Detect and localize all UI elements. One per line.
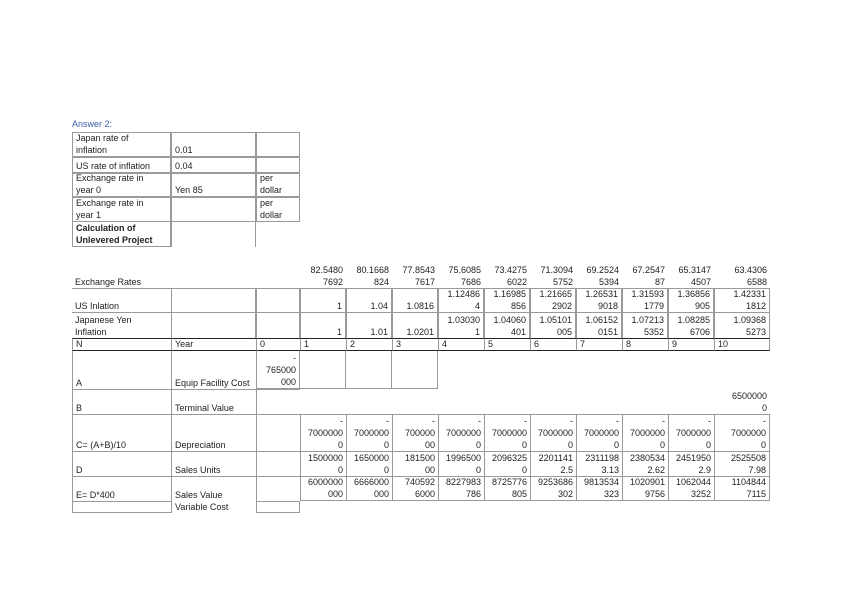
year-7[interactable]: 7 xyxy=(576,338,622,351)
sales-value-year-5[interactable]: 8725776 805 xyxy=(484,476,530,501)
sales-units-year-2[interactable]: 1650000 0 xyxy=(346,451,392,476)
fx-year1-unit[interactable]: per dollar xyxy=(256,197,300,222)
row-a-empty-cell[interactable] xyxy=(392,351,438,389)
jpy-inflation-year-2[interactable]: 1.01 xyxy=(346,313,392,338)
us-inflation-label[interactable]: US rate of inflation xyxy=(72,157,171,173)
year-1[interactable]: 1 xyxy=(300,338,346,351)
year-5[interactable]: 5 xyxy=(484,338,530,351)
jpy-inflation-year-6[interactable]: 1.05101 005 xyxy=(530,313,576,338)
assumption-empty-cell[interactable] xyxy=(256,157,300,173)
jpy-inflation-year-1[interactable]: 1 xyxy=(300,313,346,338)
exchange-rate-year-6[interactable]: 71.3094 5752 xyxy=(530,262,576,289)
row-empty-cell[interactable] xyxy=(256,289,300,313)
year-6[interactable]: 6 xyxy=(530,338,576,351)
depreciation-year-1[interactable]: - 7000000 0 xyxy=(300,414,346,451)
exchange-rate-year-8[interactable]: 67.2547 87 xyxy=(622,262,668,289)
year-0[interactable]: 0 xyxy=(256,338,300,351)
sales-units-year-6[interactable]: 2201141 2.5 xyxy=(530,451,576,476)
depreciation-year-2[interactable]: - 7000000 0 xyxy=(346,414,392,451)
year-4[interactable]: 4 xyxy=(438,338,484,351)
exchange-rate-year-4[interactable]: 75.6085 7686 xyxy=(438,262,484,289)
sales-value-year-6[interactable]: 9253686 302 xyxy=(530,476,576,501)
fx-year0-label[interactable]: Exchange rate in year 0 xyxy=(72,173,171,197)
us-inflation-value[interactable]: 0.04 xyxy=(171,157,256,173)
row-empty-cell[interactable] xyxy=(256,414,300,451)
year-9[interactable]: 9 xyxy=(668,338,714,351)
sales-value-year-9[interactable]: 1062044 3252 xyxy=(668,476,714,501)
fx-year0-value[interactable]: Yen 85 xyxy=(171,173,256,197)
sales-value-year-2[interactable]: 6666000 000 xyxy=(346,476,392,501)
terminal-value-year10[interactable]: 6500000 0 xyxy=(731,391,767,413)
row-empty-cell[interactable] xyxy=(256,451,300,476)
depreciation-year-3[interactable]: - 700000 00 xyxy=(392,414,438,451)
sales-units-year-1[interactable]: 1500000 0 xyxy=(300,451,346,476)
row-empty-cell[interactable] xyxy=(256,501,300,513)
us-inflation-year-8[interactable]: 1.31593 1779 xyxy=(622,289,668,313)
us-inflation-year-4[interactable]: 1.12486 4 xyxy=(438,289,484,313)
exchange-rate-year-5[interactable]: 73.4275 6022 xyxy=(484,262,530,289)
row-e-label[interactable]: E= D*400 xyxy=(72,476,171,501)
japan-inflation-label[interactable]: Japan rate of inflation xyxy=(72,132,171,157)
year-row-title[interactable]: Year xyxy=(171,338,256,351)
row-empty-cell[interactable] xyxy=(72,501,171,513)
row-empty-cell[interactable] xyxy=(256,313,300,338)
exchange-rate-year-10[interactable]: 63.4306 6588 xyxy=(714,262,770,289)
sales-value-year-3[interactable]: 740592 6000 xyxy=(392,476,438,501)
sales-units-year-10[interactable]: 2525508 7.98 xyxy=(714,451,770,476)
exchange-rate-year-2[interactable]: 80.1668 824 xyxy=(346,262,392,289)
sales-units-year-9[interactable]: 2451950 2.9 xyxy=(668,451,714,476)
depreciation-year-9[interactable]: - 7000000 0 xyxy=(668,414,714,451)
row-empty-cell[interactable] xyxy=(171,313,256,338)
sales-value-year-10[interactable]: 1104844 7115 xyxy=(714,476,770,501)
row-empty-cell[interactable] xyxy=(256,389,300,414)
sales-value-year-4[interactable]: 8227983 786 xyxy=(438,476,484,501)
terminal-value-label[interactable]: Terminal Value xyxy=(171,389,256,414)
exchange-rate-year-3[interactable]: 77.8543 7617 xyxy=(392,262,438,289)
row-a-empty-cell[interactable] xyxy=(346,351,392,389)
us-inflation-year-2[interactable]: 1.04 xyxy=(346,289,392,313)
assumption-empty-cell[interactable] xyxy=(171,222,256,247)
jpy-inflation-year-9[interactable]: 1.08285 6706 xyxy=(668,313,714,338)
answer-title: Answer 2: xyxy=(72,119,113,129)
row-a-empty-cell[interactable] xyxy=(300,351,346,389)
sales-units-year-8[interactable]: 2380534 2.62 xyxy=(622,451,668,476)
us-inflation-year-10[interactable]: 1.42331 1812 xyxy=(714,289,770,313)
row-empty-cell[interactable] xyxy=(256,476,300,501)
us-inflation-year-6[interactable]: 1.21665 2902 xyxy=(530,289,576,313)
jpy-inflation-year-4[interactable]: 1.03030 1 xyxy=(438,313,484,338)
fx-year0-unit[interactable]: per dollar xyxy=(256,173,300,197)
depreciation-year-4[interactable]: - 7000000 0 xyxy=(438,414,484,451)
sales-units-year-4[interactable]: 1996500 0 xyxy=(438,451,484,476)
depreciation-year-10[interactable]: - 7000000 0 xyxy=(714,414,770,451)
exchange-rate-year-9[interactable]: 65.3147 4507 xyxy=(668,262,714,289)
us-inflation-row-label[interactable]: US Inlation xyxy=(72,289,171,313)
fx-year1-label[interactable]: Exchange rate in year 1 xyxy=(72,197,171,222)
depreciation-year-8[interactable]: - 7000000 0 xyxy=(622,414,668,451)
section-heading[interactable]: Calculation of Unlevered Project xyxy=(72,222,171,247)
jpy-inflation-year-5[interactable]: 1.04060 401 xyxy=(484,313,530,338)
equip-facility-cost-label[interactable]: Equip Facility Cost xyxy=(171,351,256,389)
sales-units-label[interactable]: Sales Units xyxy=(171,451,256,476)
sales-units-year-3[interactable]: 181500 00 xyxy=(392,451,438,476)
row-empty-cell[interactable] xyxy=(171,289,256,313)
us-inflation-year-3[interactable]: 1.0816 xyxy=(392,289,438,313)
sales-value-label[interactable]: Sales Value xyxy=(171,476,256,501)
row-a-label[interactable]: A xyxy=(72,351,171,389)
row-c-label[interactable]: C= (A+B)/10 xyxy=(72,414,171,451)
year-10[interactable]: 10 xyxy=(714,338,770,351)
equip-facility-cost-year0[interactable]: - 765000 000 xyxy=(256,351,300,389)
depreciation-year-7[interactable]: - 7000000 0 xyxy=(576,414,622,451)
us-inflation-year-1[interactable]: 1 xyxy=(300,289,346,313)
jpy-inflation-year-10[interactable]: 1.09368 5273 xyxy=(714,313,770,338)
exchange-rates-label[interactable]: Exchange Rates xyxy=(72,262,300,289)
us-inflation-year-5[interactable]: 1.16985 856 xyxy=(484,289,530,313)
sales-value-year-1[interactable]: 6000000 000 xyxy=(300,476,346,501)
us-inflation-year-9[interactable]: 1.36856 905 xyxy=(668,289,714,313)
jpy-inflation-label[interactable]: Japanese Yen Inflation xyxy=(75,315,132,337)
jpy-inflation-year-7[interactable]: 1.06152 0151 xyxy=(576,313,622,338)
depreciation-year-5[interactable]: - 7000000 0 xyxy=(484,414,530,451)
sales-value-year-8[interactable]: 1020901 9756 xyxy=(622,476,668,501)
variable-cost-label[interactable]: Variable Cost xyxy=(171,501,256,513)
exchange-rate-year-1[interactable]: 82.5480 7692 xyxy=(300,262,346,289)
sales-units-year-7[interactable]: 2311198 3.13 xyxy=(576,451,622,476)
sales-units-year-5[interactable]: 2096325 0 xyxy=(484,451,530,476)
assumption-empty-cell[interactable] xyxy=(256,132,300,157)
year-row-label[interactable]: N xyxy=(72,338,171,351)
fx-year1-value[interactable] xyxy=(171,197,256,222)
jpy-inflation-year-3[interactable]: 1.0201 xyxy=(392,313,438,338)
depreciation-label[interactable]: Depreciation xyxy=(171,414,256,451)
year-2[interactable]: 2 xyxy=(346,338,392,351)
sales-value-year-7[interactable]: 9813534 323 xyxy=(576,476,622,501)
year-3[interactable]: 3 xyxy=(392,338,438,351)
row-b-label[interactable]: B xyxy=(72,389,171,414)
jpy-inflation-year-8[interactable]: 1.07213 5352 xyxy=(622,313,668,338)
exchange-rate-year-7[interactable]: 69.2524 5394 xyxy=(576,262,622,289)
japan-inflation-value[interactable]: 0.01 xyxy=(171,132,256,157)
row-d-label[interactable]: D xyxy=(72,451,171,476)
depreciation-year-6[interactable]: - 7000000 0 xyxy=(530,414,576,451)
year-8[interactable]: 8 xyxy=(622,338,668,351)
us-inflation-year-7[interactable]: 1.26531 9018 xyxy=(576,289,622,313)
